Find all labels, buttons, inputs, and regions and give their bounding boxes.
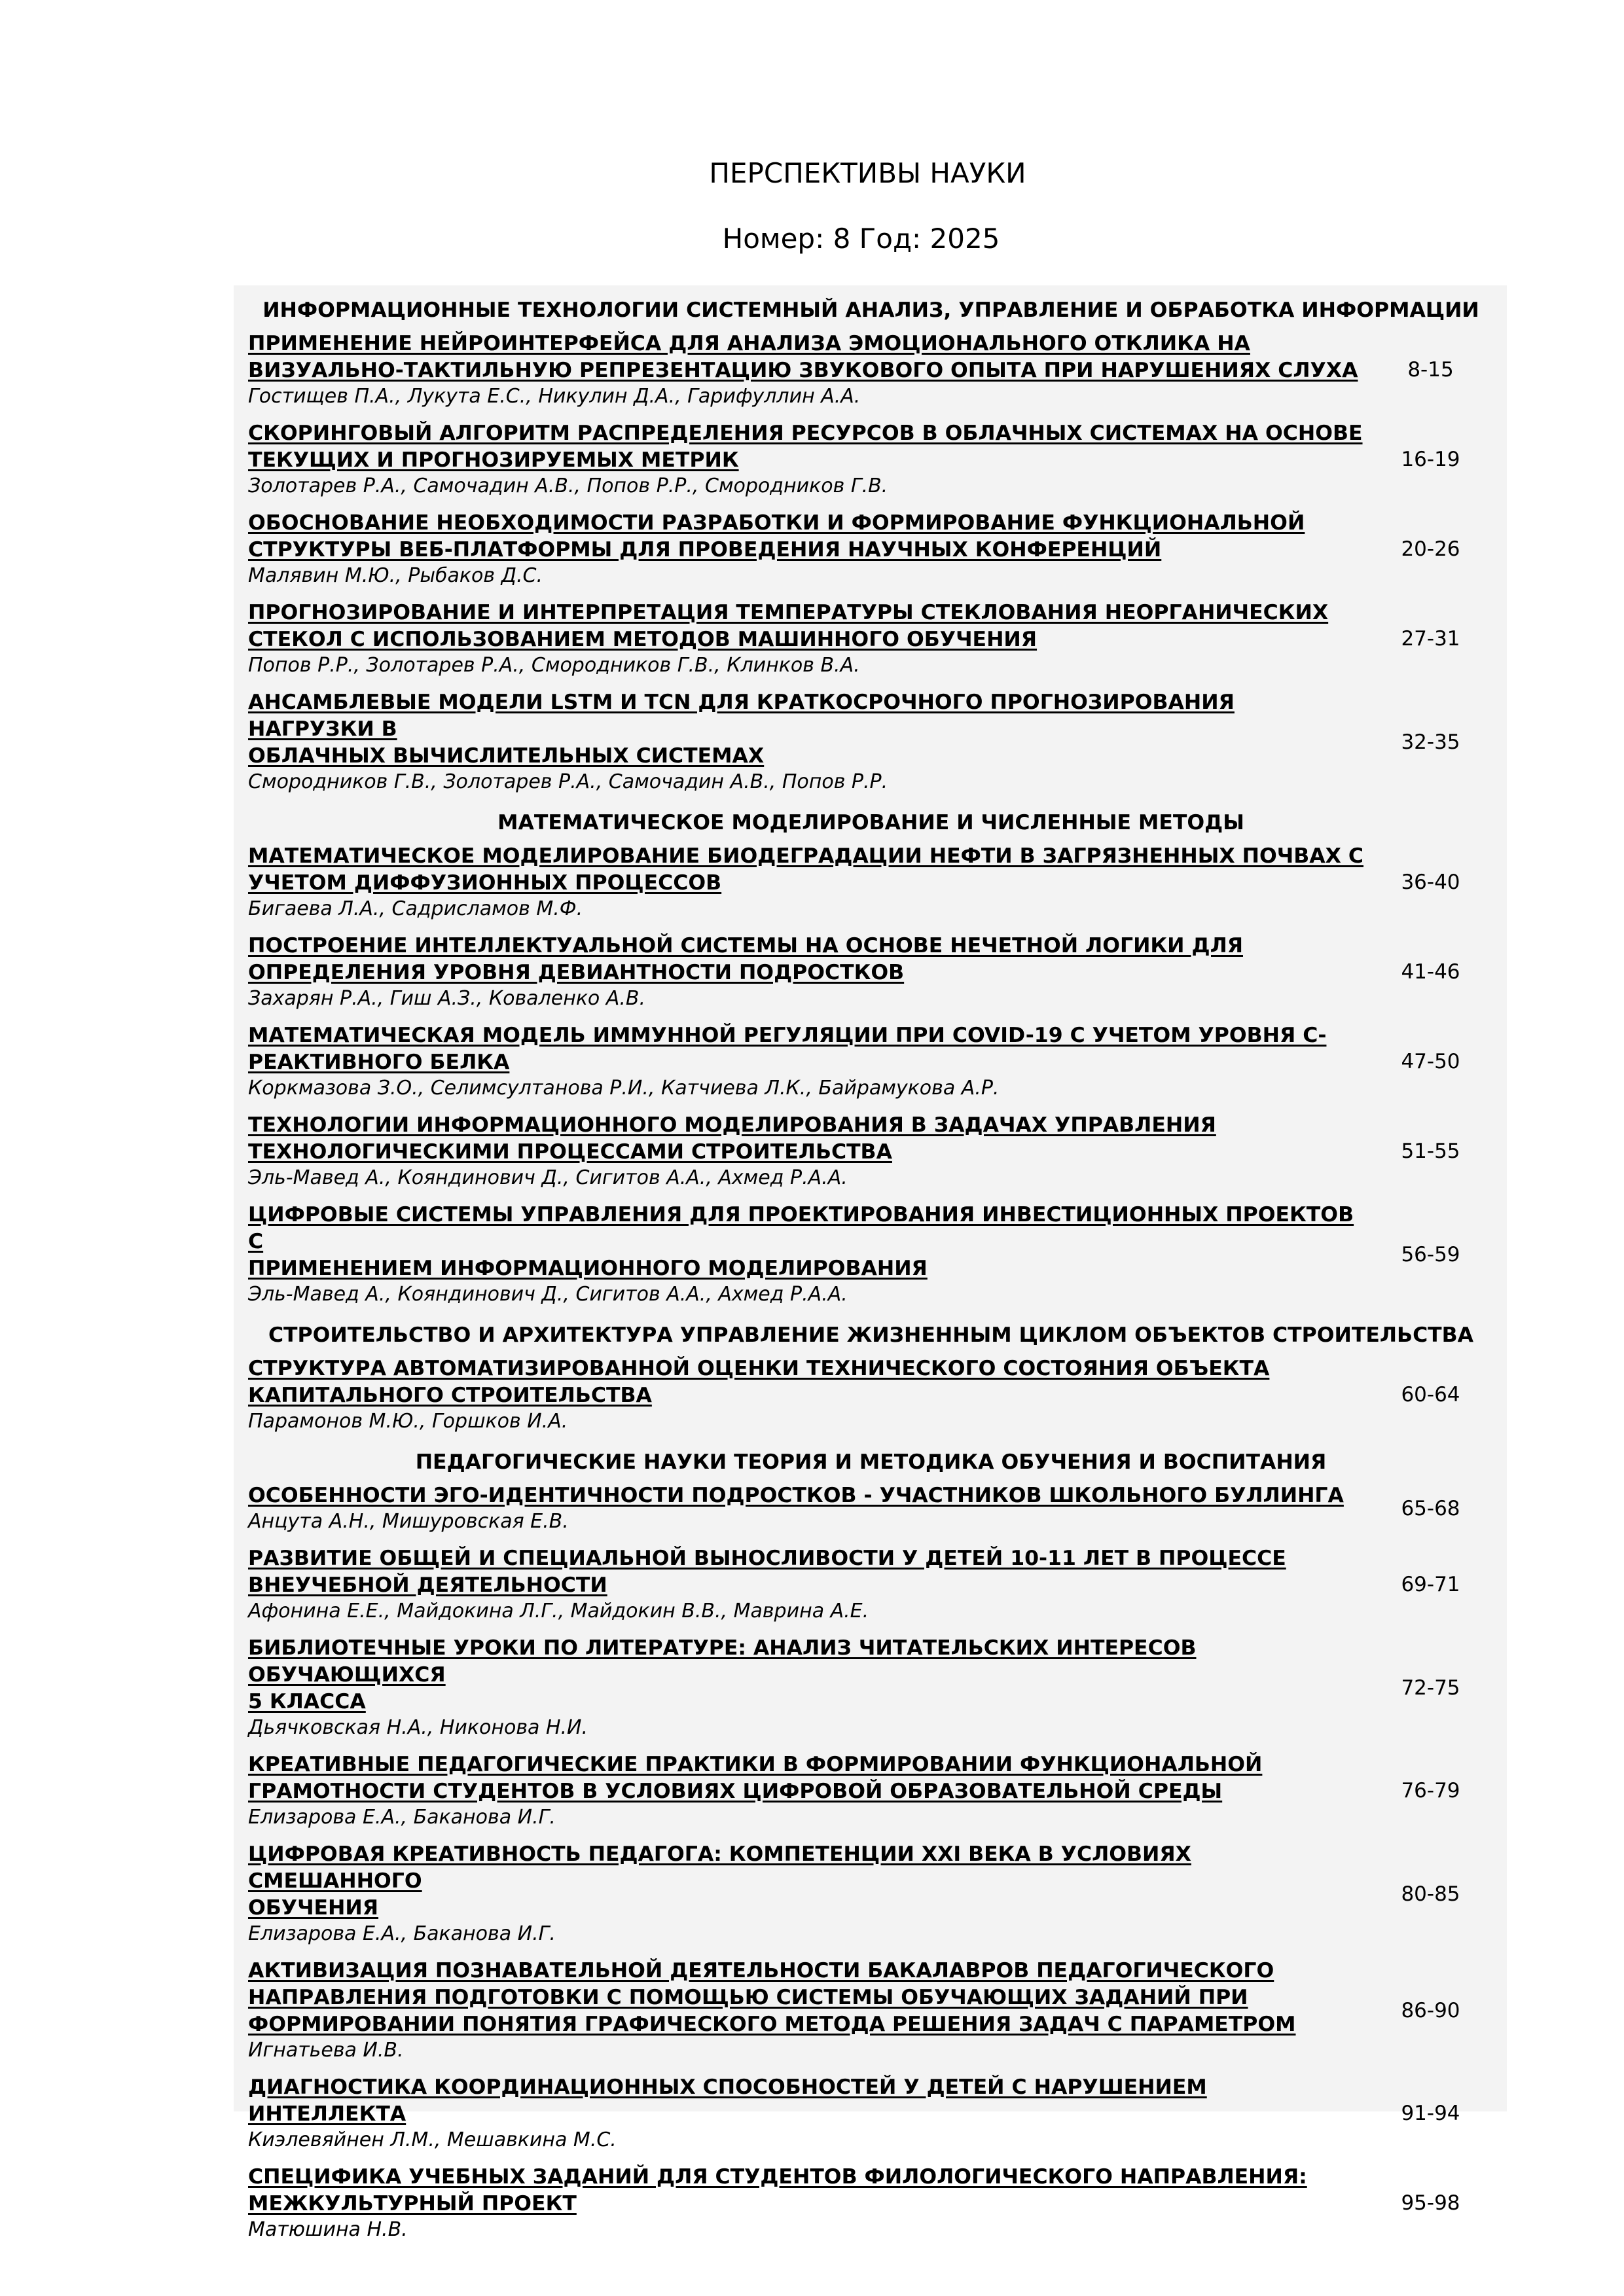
article-authors: Захарян Р.А., Гиш А.З., Коваленко А.В.	[248, 987, 646, 1010]
section-heading: ИНФОРМАЦИОННЫЕ ТЕХНОЛОГИИ СИСТЕМНЫЙ АНАЛИЗ, УПРАВЛЕНИЕ И ОБРАБОТКА ИНФОРМАЦИИ	[262, 298, 1479, 322]
article-title-link[interactable]: ГРАМОТНОСТИ СТУДЕНТОВ В УСЛОВИЯХ ЦИФРОВОЙ ОБРАЗОВАТЕЛЬНОЙ СРЕДЫ	[248, 1780, 1223, 1803]
article-body	[248, 933, 1367, 1011]
article-title-link[interactable]: СТРУКТУРА АВТОМАТИЗИРОВАННОЙ ОЦЕНКИ ТЕХНИЧЕСКОГО СОСТОЯНИЯ ОБЪЕКТА	[248, 1357, 1270, 1380]
article-title-link[interactable]: БИБЛИОТЕЧНЫЕ УРОКИ ПО ЛИТЕРАТУРЕ: АНАЛИЗ ЧИТАТЕЛЬСКИХ ИНТЕРЕСОВ ОБУЧАЮЩИХСЯ	[248, 1636, 1197, 1687]
article-pages: 41-46	[1401, 960, 1460, 984]
journal-title: ПЕРСПЕКТИВЫ НАУКИ	[709, 157, 1026, 189]
article-authors: Гостищев П.А., Лукута Е.С., Никулин Д.А., Гарифуллин А.А.	[248, 385, 861, 408]
article-row	[248, 1480, 1494, 1543]
article-body	[248, 331, 1367, 409]
article-authors: Елизарова Е.А., Баканова И.Г.	[248, 1922, 556, 1945]
article-title-link[interactable]: ВИЗУАЛЬНО-ТАКТИЛЬНУЮ РЕПРЕЗЕНТАЦИЮ ЗВУКОВОГО ОПЫТА ПРИ НАРУШЕНИЯХ СЛУХА	[248, 359, 1358, 382]
article-row	[248, 1020, 1494, 1109]
article-body	[248, 1112, 1367, 1191]
article-title-link[interactable]: ПОСТРОЕНИЕ ИНТЕЛЛЕКТУАЛЬНОЙ СИСТЕМЫ НА ОСНОВЕ НЕЧЕТНОЙ ЛОГИКИ ДЛЯ	[248, 934, 1243, 958]
article-body	[248, 843, 1367, 922]
article-title-link[interactable]: ПРИМЕНЕНИЕМ ИНФОРМАЦИОННОГО МОДЕЛИРОВАНИЯ	[248, 1257, 928, 1280]
article-pages: 86-90	[1401, 1998, 1460, 2022]
article-row	[248, 1839, 1494, 1955]
table-of-contents	[234, 285, 1507, 2241]
article-title-link[interactable]: АКТИВИЗАЦИЯ ПОЗНАВАТЕЛЬНОЙ ДЕЯТЕЛЬНОСТИ БАКАЛАВРОВ ПЕДАГОГИЧЕСКОГО	[248, 1959, 1274, 1982]
article-authors: Матюшина Н.В.	[248, 2218, 408, 2241]
section-heading: СТРОИТЕЛЬСТВО И АРХИТЕКТУРА УПРАВЛЕНИЕ ЖИЗНЕННЫМ ЦИКЛОМ ОБЪЕКТОВ СТРОИТЕЛЬСТВА	[268, 1323, 1474, 1347]
article-body	[248, 1482, 1367, 1534]
article-body	[248, 1355, 1367, 1434]
article-authors: Коркмазова З.О., Селимсултанова Р.И., Катчиева Л.К., Байрамукова А.Р.	[248, 1077, 1000, 1100]
article-row	[248, 1353, 1494, 1443]
article-pages: 80-85	[1401, 1882, 1460, 1906]
article-body	[248, 1841, 1367, 1946]
article-row	[248, 930, 1494, 1020]
article-authors: Эль-Мавед А., Кояндинович Д., Сигитов А.А., Ахмед Р.А.А.	[248, 1283, 848, 1306]
article-body	[248, 2074, 1367, 2153]
article-pages: 47-50	[1401, 1050, 1460, 1073]
article-row	[248, 1955, 1494, 2072]
article-row	[248, 2161, 1494, 2251]
article-body	[248, 689, 1367, 795]
article-pages: 51-55	[1401, 1139, 1460, 1163]
article-pages: 76-79	[1401, 1779, 1460, 1803]
article-pages: 36-40	[1401, 870, 1460, 894]
article-title-link[interactable]: СКОРИНГОВЫЙ АЛГОРИТМ РАСПРЕДЕЛЕНИЯ РЕСУРСОВ В ОБЛАЧНЫХ СИСТЕМАХ НА ОСНОВЕ	[248, 422, 1363, 445]
article-title-link[interactable]: ПРИМЕНЕНИЕ НЕЙРОИНТЕРФЕЙСА ДЛЯ АНАЛИЗА ЭМОЦИОНАЛЬНОГО ОТКЛИКА НА	[248, 332, 1250, 355]
article-body	[248, 1022, 1367, 1101]
article-row	[248, 1199, 1494, 1316]
article-title-link[interactable]: ПРОГНОЗИРОВАНИЕ И ИНТЕРПРЕТАЦИЯ ТЕМПЕРАТУРЫ СТЕКЛОВАНИЯ НЕОРГАНИЧЕСКИХ	[248, 601, 1329, 624]
article-title-link[interactable]: МАТЕМАТИЧЕСКОЕ МОДЕЛИРОВАНИЕ БИОДЕГРАДАЦИИ НЕФТИ В ЗАГРЯЗНЕННЫХ ПОЧВАХ С	[248, 844, 1364, 868]
article-authors: Дьячковская Н.А., Никонова Н.И.	[248, 1716, 588, 1739]
article-pages: 20-26	[1401, 537, 1460, 561]
article-body	[248, 1635, 1367, 1740]
article-authors: Смородников Г.В., Золотарев Р.А., Самочадин А.В., Попов Р.Р.	[248, 770, 888, 793]
article-body	[248, 2164, 1367, 2242]
article-row	[248, 1632, 1494, 1749]
article-pages: 16-19	[1401, 448, 1460, 471]
article-row	[248, 1543, 1494, 1632]
section-heading: ПЕДАГОГИЧЕСКИЕ НАУКИ ТЕОРИЯ И МЕТОДИКА ОБУЧЕНИЯ И ВОСПИТАНИЯ	[415, 1450, 1327, 1474]
article-title-link[interactable]: ФОРМИРОВАНИИ ПОНЯТИЯ ГРАФИЧЕСКОГО МЕТОДА РЕШЕНИЯ ЗАДАЧ С ПАРАМЕТРОМ	[248, 2013, 1296, 2036]
article-authors: Парамонов М.Ю., Горшков И.А.	[248, 1410, 568, 1433]
article-pages: 8-15	[1407, 358, 1454, 382]
article-row	[248, 840, 1494, 930]
article-body	[248, 1545, 1367, 1624]
article-title-link[interactable]: ТЕХНОЛОГИИ ИНФОРМАЦИОННОГО МОДЕЛИРОВАНИЯ В ЗАДАЧАХ УПРАВЛЕНИЯ	[248, 1113, 1216, 1137]
article-body	[248, 1958, 1367, 2063]
article-authors: Золотарев Р.А., Самочадин А.В., Попов Р.Р., Смородников Г.В.	[248, 475, 888, 497]
article-title-link[interactable]: ЦИФРОВЫЕ СИСТЕМЫ УПРАВЛЕНИЯ ДЛЯ ПРОЕКТИРОВАНИЯ ИНВЕСТИЦИОННЫХ ПРОЕКТОВ С	[248, 1203, 1354, 1253]
article-pages: 95-98	[1401, 2191, 1460, 2215]
article-title-link[interactable]: ОБОСНОВАНИЕ НЕОБХОДИМОСТИ РАЗРАБОТКИ И ФОРМИРОВАНИЕ ФУНКЦИОНАЛЬНОЙ	[248, 511, 1305, 535]
article-title-link[interactable]: ДИАГНОСТИКА КООРДИНАЦИОННЫХ СПОСОБНОСТЕЙ У ДЕТЕЙ С НАРУШЕНИЕМ ИНТЕЛЛЕКТА	[248, 2075, 1207, 2126]
article-pages: 27-31	[1401, 627, 1460, 651]
article-title-link[interactable]: МАТЕМАТИЧЕСКАЯ МОДЕЛЬ ИММУННОЙ РЕГУЛЯЦИИ ПРИ COVID-19 С УЧЕТОМ УРОВНЯ С-	[248, 1024, 1327, 1047]
article-pages: 56-59	[1401, 1242, 1460, 1266]
article-row	[248, 597, 1494, 687]
article-title-link[interactable]: СПЕЦИФИКА УЧЕБНЫХ ЗАДАНИЙ ДЛЯ СТУДЕНТОВ ФИЛОЛОГИЧЕСКОГО НАПРАВЛЕНИЯ:	[248, 2165, 1307, 2189]
article-body	[248, 1202, 1367, 1307]
article-title-link[interactable]: КРЕАТИВНЫЕ ПЕДАГОГИЧЕСКИЕ ПРАКТИКИ В ФОРМИРОВАНИИ ФУНКЦИОНАЛЬНОЙ	[248, 1753, 1263, 1776]
article-row	[248, 418, 1494, 507]
article-authors: Попов Р.Р., Золотарев Р.А., Смородников Г.В., Клинков В.А.	[248, 654, 860, 677]
article-row	[248, 687, 1494, 803]
article-pages: 32-35	[1401, 730, 1460, 754]
article-pages: 91-94	[1401, 2102, 1460, 2125]
article-title-link[interactable]: ОБУЧЕНИЯ	[248, 1896, 379, 1920]
article-authors: Киэлевяйнен Л.М., Мешавкина М.С.	[248, 2128, 617, 2151]
article-authors: Анцута А.Н., Мишуровская Е.В.	[248, 1510, 569, 1533]
article-authors: Бигаева Л.А., Садрисламов М.Ф.	[248, 897, 583, 920]
article-pages: 69-71	[1401, 1573, 1460, 1596]
article-body	[248, 600, 1367, 678]
article-pages: 72-75	[1401, 1676, 1460, 1700]
issue-info: Номер: 8 Год: 2025	[722, 223, 1000, 255]
section-heading: МАТЕМАТИЧЕСКОЕ МОДЕЛИРОВАНИЕ И ЧИСЛЕННЫЕ МЕТОДЫ	[497, 811, 1244, 834]
article-title-link[interactable]: ОБЛАЧНЫХ ВЫЧИСЛИТЕЛЬНЫХ СИСТЕМАХ	[248, 744, 765, 768]
article-title-link[interactable]: ОПРЕДЕЛЕНИЯ УРОВНЯ ДЕВИАНТНОСТИ ПОДРОСТКОВ	[248, 961, 905, 984]
article-body	[248, 510, 1367, 588]
article-row	[248, 328, 1494, 418]
article-row	[248, 1749, 1494, 1839]
article-authors: Малявин М.Ю., Рыбаков Д.С.	[248, 564, 543, 587]
article-authors: Игнатьева И.В.	[248, 2039, 404, 2062]
article-authors: Афонина Е.Е., Майдокина Л.Г., Майдокин В.В., Маврина А.Е.	[248, 1600, 869, 1623]
article-title-link[interactable]: АНСАМБЛЕВЫЕ МОДЕЛИ LSTM И TCN ДЛЯ КРАТКОСРОЧНОГО ПРОГНОЗИРОВАНИЯ НАГРУЗКИ В	[248, 691, 1235, 741]
article-title-link[interactable]: КАПИТАЛЬНОГО СТРОИТЕЛЬСТВА	[248, 1384, 652, 1407]
article-title-link[interactable]: ОСОБЕННОСТИ ЭГО-ИДЕНТИЧНОСТИ ПОДРОСТКОВ - УЧАСТНИКОВ ШКОЛЬНОГО БУЛЛИНГА	[248, 1484, 1344, 1507]
article-title-link[interactable]: СТЕКОЛ С ИСПОЛЬЗОВАНИЕМ МЕТОДОВ МАШИННОГО ОБУЧЕНИЯ	[248, 628, 1038, 651]
article-row	[248, 507, 1494, 597]
article-title-link[interactable]: МЕЖКУЛЬТУРНЫЙ ПРОЕКТ	[248, 2192, 577, 2215]
article-title-link[interactable]: ТЕКУЩИХ И ПРОГНОЗИРУЕМЫХ МЕТРИК	[248, 448, 739, 472]
article-title-link[interactable]: ЦИФРОВАЯ КРЕАТИВНОСТЬ ПЕДАГОГА: КОМПЕТЕНЦИИ XXI ВЕКА В УСЛОВИЯХ СМЕШАННОГО	[248, 1842, 1191, 1893]
article-body	[248, 420, 1367, 499]
article-title-link[interactable]: РЕАКТИВНОГО БЕЛКА	[248, 1050, 510, 1074]
article-pages: 60-64	[1401, 1383, 1460, 1407]
article-pages: 65-68	[1401, 1496, 1460, 1520]
article-authors: Эль-Мавед А., Кояндинович Д., Сигитов А.А., Ахмед Р.А.А.	[248, 1166, 848, 1189]
article-title-link[interactable]: 5 КЛАССА	[248, 1690, 366, 1713]
article-row	[248, 2072, 1494, 2161]
article-title-link[interactable]: НАПРАВЛЕНИЯ ПОДГОТОВКИ С ПОМОЩЬЮ СИСТЕМЫ ОБУЧАЮЩИХ ЗАДАНИЙ ПРИ	[248, 1986, 1248, 2009]
article-authors: Елизарова Е.А., Баканова И.Г.	[248, 1806, 556, 1829]
article-title-link[interactable]: ВНЕУЧЕБНОЙ ДЕЯТЕЛЬНОСТИ	[248, 1573, 607, 1597]
article-row	[248, 1109, 1494, 1199]
article-title-link[interactable]: ТЕХНОЛОГИЧЕСКИМИ ПРОЦЕССАМИ СТРОИТЕЛЬСТВА	[248, 1140, 892, 1164]
article-title-link[interactable]: РАЗВИТИЕ ОБЩЕЙ И СПЕЦИАЛЬНОЙ ВЫНОСЛИВОСТИ У ДЕТЕЙ 10-11 ЛЕТ В ПРОЦЕССЕ	[248, 1547, 1286, 1570]
article-body	[248, 1751, 1367, 1830]
article-title-link[interactable]: УЧЕТОМ ДИФФУЗИОННЫХ ПРОЦЕССОВ	[248, 871, 722, 895]
article-title-link[interactable]: СТРУКТУРЫ ВЕБ-ПЛАТФОРМЫ ДЛЯ ПРОВЕДЕНИЯ НАУЧНЫХ КОНФЕРЕНЦИЙ	[248, 538, 1162, 562]
